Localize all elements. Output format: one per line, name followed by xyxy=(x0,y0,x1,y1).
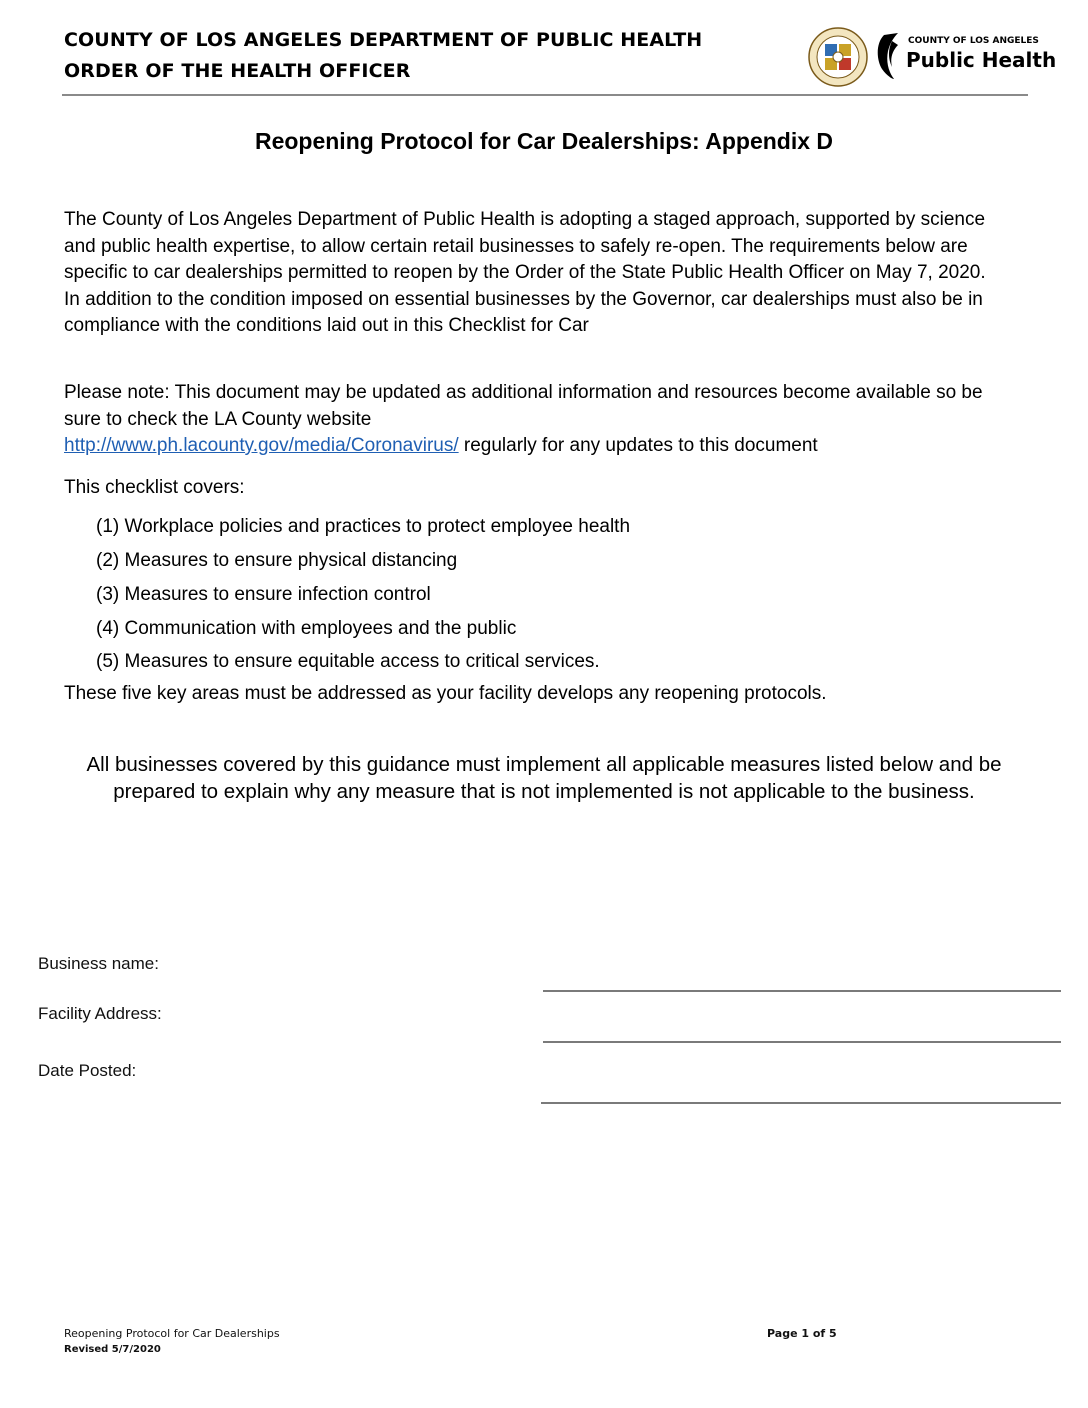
svg-text:Public Health: Public Health xyxy=(906,48,1057,72)
checklist-item: (4) Communication with employees and the public xyxy=(96,618,517,639)
business-name-label: Business name: xyxy=(38,954,159,973)
update-note-suffix: regularly for any updates to this document xyxy=(458,435,818,456)
footer-revised-date: Revised 5/7/2020 xyxy=(64,1344,161,1355)
header-title-line-2: ORDER OF THE HEALTH OFFICER xyxy=(64,60,411,82)
footer-page-number: Page 1 of 5 xyxy=(767,1327,837,1340)
public-health-logo xyxy=(874,29,1057,83)
update-note-text: Please note: This document may be updated as additional information and resources become available so be sure to check the LA County website xyxy=(64,382,983,430)
checklist-summary: These five key areas must be addressed as your facility develops any reopening protocols. xyxy=(64,683,827,704)
page-title: Reopening Protocol for Car Dealerships: Appendix D xyxy=(254,128,834,154)
checklist-intro: This checklist covers: xyxy=(64,477,245,498)
implementation-notice: All businesses covered by this guidance must implement all applicable measures listed below and be prepared to explain why any measure that is not implemented is not applicable to the business. xyxy=(86,753,1002,803)
facility-address-label: Facility Address: xyxy=(38,1004,162,1023)
date-posted-label: Date Posted: xyxy=(38,1061,137,1080)
business-name-field[interactable] xyxy=(543,990,1061,992)
update-note-paragraph xyxy=(64,380,1004,460)
svg-text:COUNTY OF LOS ANGELES: COUNTY OF LOS ANGELES xyxy=(908,36,1039,46)
checklist-item: (1) Workplace policies and practices to protect employee health xyxy=(96,516,631,537)
coronavirus-website-link[interactable]: http://www.ph.lacounty.gov/media/Coronavirus/ xyxy=(64,435,459,456)
checklist-item: (3) Measures to ensure infection control xyxy=(96,584,431,605)
date-posted-field[interactable] xyxy=(541,1102,1061,1104)
county-seal-icon xyxy=(808,27,868,87)
checklist-item: (5) Measures to ensure equitable access to critical services. xyxy=(96,651,600,672)
checklist-item: (2) Measures to ensure physical distancing xyxy=(96,550,458,571)
footer-doc-title: Reopening Protocol for Car Dealerships xyxy=(64,1327,280,1340)
header-divider xyxy=(62,94,1028,96)
header-title-line-1: COUNTY OF LOS ANGELES DEPARTMENT OF PUBLIC HEALTH xyxy=(64,29,703,51)
intro-paragraph: The County of Los Angeles Department of Public Health is adopting a staged approach, supported by science and public health expertise, to allow certain retail businesses to safely re-open. The requirements below are specific to car dealerships permitted to reopen by the Order of the State Public Health Officer on May 7, 2020. In addition to the condition imposed on essential businesses by the Governor, car dealerships must also be in compliance with the conditions laid out in this Checklist for Car xyxy=(64,209,986,336)
facility-address-field[interactable] xyxy=(543,1041,1061,1043)
